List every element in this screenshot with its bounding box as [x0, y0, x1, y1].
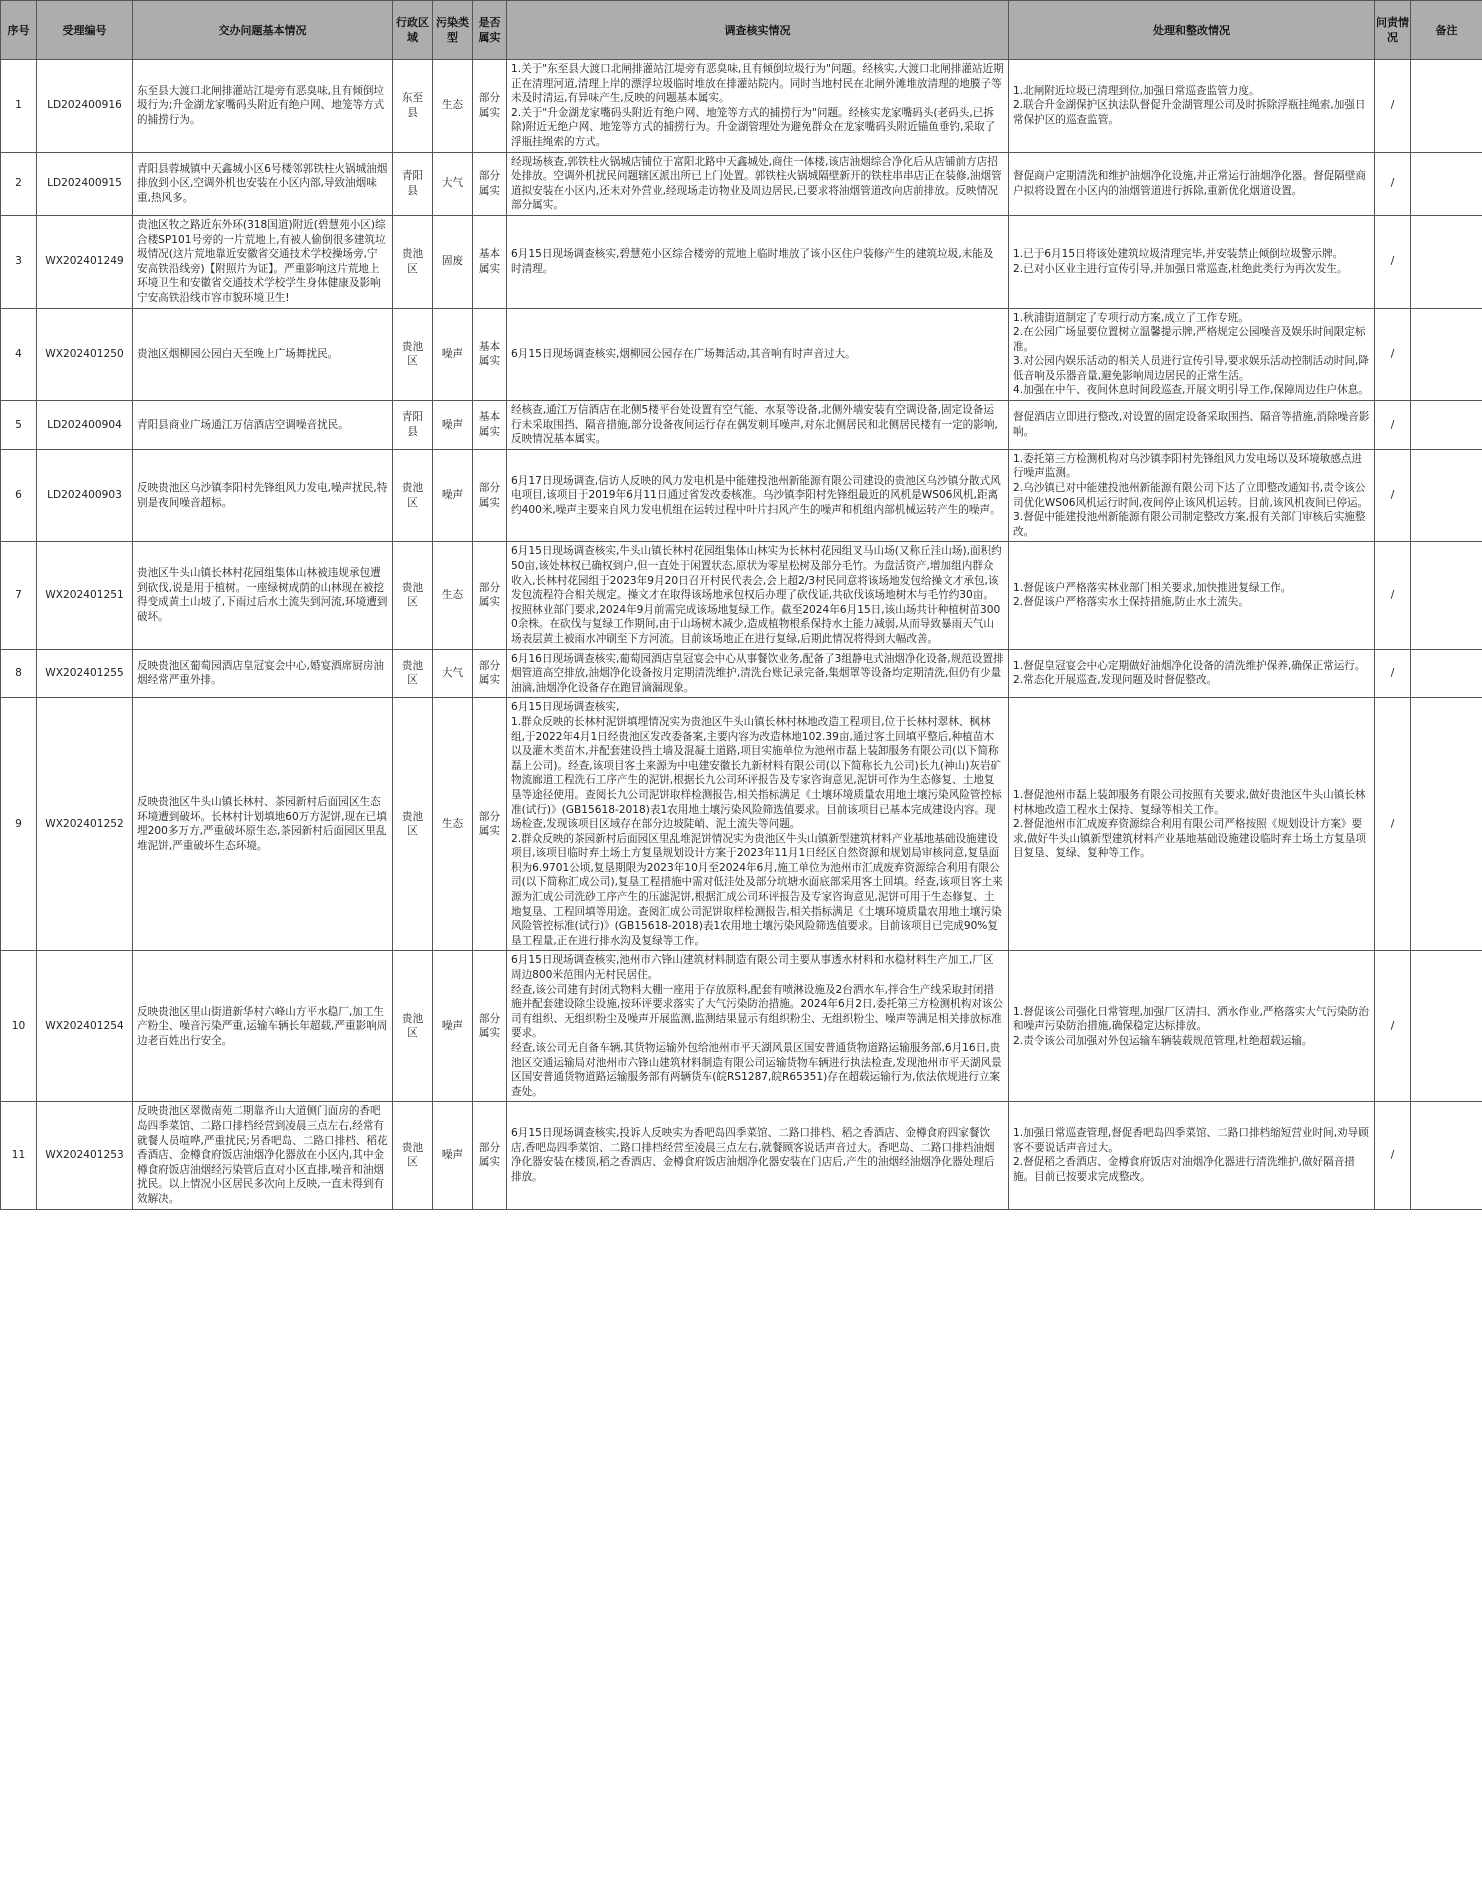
row-accountability: / [1375, 951, 1411, 1102]
row-no: 10 [1, 951, 37, 1102]
col-header-rectification: 处理和整改情况 [1009, 1, 1375, 60]
row-no: 3 [1, 215, 37, 308]
row-accountability: / [1375, 542, 1411, 649]
row-remark [1411, 449, 1482, 542]
row-id: WX202401251 [37, 542, 133, 649]
row-pollution-type: 噪声 [433, 951, 473, 1102]
row-remark [1411, 308, 1482, 401]
row-problem: 贵池区牛头山镇长林村花园组集体山林被违规承包遭到砍伐,说是用于植树。一座绿树成荫的山林现在被挖得变成黄土山坡了,下雨过后水土流失到河流,环境遭到破坏。 [133, 542, 393, 649]
row-problem: 东至县大渡口北闸排灌站江堤旁有恶臭味,且有倾倒垃圾行为;升金湖龙家嘴码头附近有绝户网、地笼等方式的捕捞行为。 [133, 60, 393, 153]
row-problem: 反映贵池区里山街道新华村六峰山方平水稳厂,加工生产粉尘、噪音污染严重,运输车辆长年超载,严重影响周边老百姓出行安全。 [133, 951, 393, 1102]
row-no: 4 [1, 308, 37, 401]
col-header-no: 序号 [1, 1, 37, 60]
row-rectification: 1.督促该户严格落实林业部门相关要求,加快推进复绿工作。 2.督促该户严格落实水土保持措施,防止水土流失。 [1009, 542, 1375, 649]
row-accountability: / [1375, 152, 1411, 215]
table-row [1, 951, 1482, 1102]
row-remark [1411, 649, 1482, 698]
row-no: 5 [1, 401, 37, 450]
row-no: 2 [1, 152, 37, 215]
row-accountability: / [1375, 60, 1411, 153]
row-region: 贵池区 [393, 649, 433, 698]
row-investigation: 1.关于"东至县大渡口北闸排灌站江堤旁有恶臭味,且有倾倒垃圾行为"问题。经核实,大渡口北闸排灌站近期正在清理河道,清理上岸的漂浮垃圾临时堆放在排灌站院内。同时当地村民在北闸外滩堆放清理的地膜子等未及时清运,有异味产生,反映的问题基本属实。 2.关于"升金湖龙家嘴码头附近有绝户网、地笼等方式的捕捞行为"问题。经核实龙家嘴码头(老码头,已拆除)附近无绝户网、地笼等方式的捕捞行为。升金湖管理处为避免群众在龙家嘴码头附近锚鱼垂钓,采取了浮瓶挂绳索的方式。 [507, 60, 1009, 153]
row-verified: 基本属实 [473, 308, 507, 401]
row-region: 贵池区 [393, 951, 433, 1102]
row-region: 贵池区 [393, 449, 433, 542]
row-no: 6 [1, 449, 37, 542]
row-region: 贵池区 [393, 215, 433, 308]
row-verified: 部分属实 [473, 542, 507, 649]
row-pollution-type: 生态 [433, 542, 473, 649]
row-remark [1411, 152, 1482, 215]
row-id: LD202400915 [37, 152, 133, 215]
row-no: 7 [1, 542, 37, 649]
row-accountability: / [1375, 215, 1411, 308]
row-investigation: 6月17日现场调查,信访人反映的风力发电机是中能建投池州新能源有限公司建设的贵池区乌沙镇分散式风电项目,该项目于2019年6月11日通过省发改委核准。乌沙镇李阳村先锋组最近的风机是WS06风机,距离约400米,噪声主要来自风力发电机组在运转过程中叶片扫风产生的噪声和机组内部机械运转产生的噪声。 [507, 449, 1009, 542]
row-id: WX202401255 [37, 649, 133, 698]
row-id: WX202401254 [37, 951, 133, 1102]
table-row [1, 542, 1482, 649]
row-no: 9 [1, 698, 37, 951]
table-row [1, 649, 1482, 698]
row-investigation: 经核查,通江万信酒店在北侧5楼平台处设置有空气能、水泵等设备,北侧外墙安装有空调设备,固定设备运行未采取围挡、隔音措施,部分设备夜间运行存在偶发刺耳噪声,对东北侧居民和北侧居民楼有一定的影响,反映情况基本属实。 [507, 401, 1009, 450]
table-header-row [1, 1, 1482, 60]
row-investigation: 6月15日现场调查核实,牛头山镇长林村花园组集体山林实为长林村花园组叉马山场(又称丘洼山场),面积约50亩,该处林权已确权到户,但一直处于闲置状态,原状为零星松树及部分毛竹。为盘活资产,增加组内群众收入,长林村花园组于2023年9月20日召开村民代表会,会上超2/3村民同意将该场地发包给操文才承包,该发包流程符合相关规定。操文才在取得该场地承包权后办理了砍伐证,共砍伐该场地树木与毛竹约30亩。按照林业部门要求,2024年9月前需完成该场地复绿工作。截至2024年6月15日,该山场共计种植树苗3000余株。在砍伐与复绿工作期间,由于山场树木减少,造成植物根系保持水土能力减弱,从而导致暴雨天气山场表层黄土被雨水冲刷至下方河流。目前该场地正在进行复绿,后期此情况将得到大幅改善。 [507, 542, 1009, 649]
row-pollution-type: 噪声 [433, 308, 473, 401]
row-accountability: / [1375, 401, 1411, 450]
row-id: WX202401249 [37, 215, 133, 308]
row-problem: 反映贵池区翠微南苑二期靠齐山大道侧门面房的香吧岛四季菜馆、二路口排档经营到凌晨三点左右,经常有就餐人员喧哗,严重扰民;另香吧岛、二路口排档、稻花香酒店、金樽食府饭店油烟净化器放在小区内,其中金樽食府饭店油烟经污染管后直对小区直排,噪音和油烟扰民。以上情况小区居民多次向上反映,一直未得到有效解决。 [133, 1102, 393, 1209]
row-remark [1411, 542, 1482, 649]
row-rectification: 1.北闸附近垃圾已清理到位,加强日常巡查监管力度。 2.联合升金湖保护区执法队督促升金湖管理公司及时拆除浮瓶挂绳索,加强日常保护区的巡查监管。 [1009, 60, 1375, 153]
row-rectification: 督促商户定期清洗和维护油烟净化设施,并正常运行油烟净化器。督促隔壁商户拟将设置在小区内的油烟管道进行拆除,重新优化烟道设置。 [1009, 152, 1375, 215]
col-header-problem: 交办问题基本情况 [133, 1, 393, 60]
col-header-pollution-type: 污染类型 [433, 1, 473, 60]
table-row [1, 1102, 1482, 1209]
row-problem: 反映贵池区葡萄园酒店皇冠宴会中心,婚宴酒席厨房油烟经常严重外排。 [133, 649, 393, 698]
row-verified: 部分属实 [473, 698, 507, 951]
col-header-id: 受理编号 [37, 1, 133, 60]
row-investigation: 6月16日现场调查核实,葡萄园酒店皇冠宴会中心从事餐饮业务,配备了3组静电式油烟净化设备,规范设置排烟管道高空排放,油烟净化设备按月定期清洗维护,清洗台账记录完备,集烟罩等设备均定期清洗,但仍有少量油滴,油烟净化设备存在跑冒滴漏现象。 [507, 649, 1009, 698]
row-investigation: 6月15日现场调查核实,烟柳园公园存在广场舞活动,其音响有时声音过大。 [507, 308, 1009, 401]
row-region: 东至县 [393, 60, 433, 153]
row-remark [1411, 60, 1482, 153]
row-accountability: / [1375, 698, 1411, 951]
row-rectification: 1.督促池州市磊上装卸服务有限公司按照有关要求,做好贵池区牛头山镇长林村林地改造工程水土保持、复绿等相关工作。 2.督促池州市汇成废弃资源综合利用有限公司严格按照《规划设计方案》要求,做好牛头山镇新型建筑材料产业基地基础设施建设临时弃土场土方复垦项目复垦、复绿、复种等工作。 [1009, 698, 1375, 951]
row-pollution-type: 固废 [433, 215, 473, 308]
table-row [1, 308, 1482, 401]
row-remark [1411, 401, 1482, 450]
col-header-region: 行政区域 [393, 1, 433, 60]
row-no: 11 [1, 1102, 37, 1209]
row-pollution-type: 生态 [433, 698, 473, 951]
row-rectification: 1.秋浦街道制定了专项行动方案,成立了工作专班。 2.在公园广场显要位置树立温馨提示牌,严格规定公园噪音及娱乐时间限定标准。 3.对公园内娱乐活动的相关人员进行宣传引导,要求娱乐活动控制活动时间,降低音响及乐器音量,避免影响周边居民的正常生活。 4.加强在中午、夜间休息时间段巡查,开展文明引导工作,保障周边住户休息。 [1009, 308, 1375, 401]
table-row [1, 60, 1482, 153]
row-verified: 部分属实 [473, 649, 507, 698]
row-investigation: 6月15日现场调查核实,投诉人反映实为香吧岛四季菜馆、二路口排档、稻之香酒店、金樽食府四家餐饮店,香吧岛四季菜馆、二路口排档经营至凌晨三点左右,就餐顾客说话声音过大。香吧岛、二路口排档油烟净化器安装在楼顶,稻之香酒店、金樽食府饭店油烟净化器安装在门店后,产生的油烟经油烟净化器处理后排放。 [507, 1102, 1009, 1209]
row-investigation: 6月15日现场调查核实,池州市六锋山建筑材料制造有限公司主要从事透水材料和水稳材料生产加工,厂区周边800米范围内无村民居住。 经查,该公司建有封闭式物料大棚一座用于存放原料,配套有喷淋设施及2台洒水车,拌合生产线采取封闭措施并配套建设除尘设施,按环评要求落实了大气污染防治措施。2024年6月2日,委托第三方检测机构对该公司有组织、无组织粉尘及噪声开展监测,监测结果显示有组织粉尘、无组织粉尘、噪声等满足相关排放标准要求。 经查,该公司无自备车辆,其货物运输外包给池州市平天湖风景区国安普通货物道路运输服务部,6月16日,贵池区交通运输局对池州市六锋山建筑材料制造有限公司运输货物车辆进行执法检查,发现池州市平天湖风景区国安普通货物道路运输服务部有两辆货车(皖RS1287,皖R65351)存在超载运输行为,依法依规进行立案查处。 [507, 951, 1009, 1102]
row-region: 贵池区 [393, 542, 433, 649]
row-verified: 基本属实 [473, 401, 507, 450]
col-header-remark: 备注 [1411, 1, 1482, 60]
col-header-accountability: 问责情况 [1375, 1, 1411, 60]
row-region: 青阳县 [393, 401, 433, 450]
row-verified: 部分属实 [473, 951, 507, 1102]
row-region: 贵池区 [393, 1102, 433, 1209]
row-problem: 青阳县蓉城镇中天鑫城小区6号楼邻郭铁柱火锅城油烟排放到小区,空调外机也安装在小区内部,导致油烟味重,热风多。 [133, 152, 393, 215]
table-row [1, 449, 1482, 542]
row-pollution-type: 噪声 [433, 401, 473, 450]
row-pollution-type: 噪声 [433, 449, 473, 542]
row-investigation: 6月15日现场调查核实, 1.群众反映的长林村泥饼填埋情况实为贵池区牛头山镇长林村林地改造工程项目,位于长林村翠林、枫林组,于2022年4月1日经贵池区发改委备案,主要内容为改造林地102.39亩,通过客土回填平整后,种植苗木以及灌木类苗木,并配套建设挡土墙及混凝土道路,项目实施单位为池州市磊上装卸服务有限公司(以下简称磊上公司)。经查,该项目客土来源为中电建安徽长九新材料有限公司(以下简称长九公司)长九(神山)灰岩矿物流廊道工程洗石工序产生的泥饼,根据长九公司环评报告及专家咨询意见,泥饼可作为生态修复、土地复垦等途径使用。查阅长九公司泥饼取样检测报告,相关指标满足《土壤环境质量农用地土壤污染风险管控标准(试行)》(GB15618-2018)表1农用地土壤污染风险筛选值要求。目前该项目已基本完成建设内容。现场检查,发现该项目区域存在部分边坡陡峭、泥土流失等问题。 2.群众反映的茶园新村后面园区里乱堆泥饼情况实为贵池区牛头山镇新型建筑材料产业基地基础设施建设项目,该项目临时弃土场土方复垦规划设计方案于2023年11月1日经区自然资源和规划局审核同意,复垦面积为6.9701公顷,复垦期限为2023年10月至2024年6月,施工单位为池州市汇成废弃资源综合利用有限公司(以下简称汇成公司),复垦工程措施中需对低洼处及部分坑塘水面底部采用客土回填。经查,该项目客土来源为汇成公司洗砂工序产生的压滤泥饼,根据汇成公司环评报告及专家咨询意见,泥饼可用于生态修复、土地复垦、工程回填等用途。查阅汇成公司泥饼取样检测报告,相关指标满足《土壤环境质量农用地土壤污染风险管控标准(试行)》(GB15618-2018)表1农用地土壤污染风险筛选值要求。目前该项目已完成90%复垦工程量,正在进行排水沟及复绿等工作。 [507, 698, 1009, 951]
col-header-verified: 是否属实 [473, 1, 507, 60]
row-problem: 青阳县商业广场通江万信酒店空调噪音扰民。 [133, 401, 393, 450]
row-verified: 部分属实 [473, 449, 507, 542]
row-rectification: 1.督促皇冠宴会中心定期做好油烟净化设备的清洗维护保养,确保正常运行。 2.常态化开展巡查,发现问题及时督促整改。 [1009, 649, 1375, 698]
row-investigation: 经现场核查,郭铁柱火锅城店铺位于富阳北路中天鑫城处,商住一体楼,该店油烟综合净化后从店铺前方店招处排放。空调外机扰民问题辖区派出所已上门处置。郭铁柱火锅城隔壁新开的铁柱串串店正在装修,油烟管道拟安装在小区内,还未对外营业,经现场走访物业及周边居民,已要求将油烟管道改向店前排放。反映情况部分属实。 [507, 152, 1009, 215]
row-problem: 贵池区烟柳园公园白天至晚上广场舞扰民。 [133, 308, 393, 401]
row-no: 1 [1, 60, 37, 153]
row-id: WX202401253 [37, 1102, 133, 1209]
row-region: 青阳县 [393, 152, 433, 215]
row-problem: 贵池区牧之路近东外环(318国道)附近(碧慧苑小区)综合楼SP101号旁的一片荒地上,有被人偷倒很多建筑垃圾情况(这片荒地靠近安徽省交通技术学校操场旁,宁安高铁沿线旁)【附照片为证】。严重影响这片荒地上环境卫生和安徽省交通技术学校学生身体健康及影响宁安高铁沿线市容市貌环境卫生! [133, 215, 393, 308]
row-verified: 部分属实 [473, 152, 507, 215]
row-accountability: / [1375, 449, 1411, 542]
row-pollution-type: 噪声 [433, 1102, 473, 1209]
row-problem: 反映贵池区乌沙镇李阳村先锋组风力发电,噪声扰民,特别是夜间噪音超标。 [133, 449, 393, 542]
row-region: 贵池区 [393, 698, 433, 951]
row-pollution-type: 大气 [433, 649, 473, 698]
row-id: LD202400904 [37, 401, 133, 450]
row-region: 贵池区 [393, 308, 433, 401]
row-investigation: 6月15日现场调查核实,碧慧苑小区综合楼旁的荒地上临时堆放了该小区住户装修产生的建筑垃圾,未能及时清理。 [507, 215, 1009, 308]
row-no: 8 [1, 649, 37, 698]
row-accountability: / [1375, 1102, 1411, 1209]
row-rectification: 督促酒店立即进行整改,对设置的固定设备采取围挡、隔音等措施,消除噪音影响。 [1009, 401, 1375, 450]
table-row [1, 152, 1482, 215]
row-verified: 基本属实 [473, 215, 507, 308]
table-row [1, 215, 1482, 308]
row-id: WX202401252 [37, 698, 133, 951]
row-accountability: / [1375, 308, 1411, 401]
row-remark [1411, 1102, 1482, 1209]
row-accountability: / [1375, 649, 1411, 698]
row-rectification: 1.加强日常巡查管理,督促香吧岛四季菜馆、二路口排档缩短营业时间,劝导顾客不要说话声音过大。 2.督促稻之香酒店、金樽食府饭店对油烟净化器进行清洗维护,做好隔音措施。目前已按要求完成整改。 [1009, 1102, 1375, 1209]
row-verified: 部分属实 [473, 60, 507, 153]
row-rectification: 1.委托第三方检测机构对乌沙镇李阳村先锋组风力发电场以及环境敏感点进行噪声监测。 2.乌沙镇已对中能建投池州新能源有限公司下达了立即整改通知书,责令该公司优化WS06风机运行时间,夜间停止该风机运转。目前,该风机夜间已停运。 3.督促中能建投池州新能源有限公司制定整改方案,报有关部门审核后实施整改。 [1009, 449, 1375, 542]
row-remark [1411, 951, 1482, 1102]
row-rectification: 1.督促该公司强化日常管理,加强厂区清扫、洒水作业,严格落实大气污染防治和噪声污染防治措施,确保稳定达标排放。 2.责令该公司加强对外包运输车辆装载规范管理,杜绝超载运输。 [1009, 951, 1375, 1102]
row-id: LD202400916 [37, 60, 133, 153]
row-rectification: 1.已于6月15日将该处建筑垃圾清理完毕,并安装禁止倾倒垃圾警示牌。 2.已对小区业主进行宣传引导,并加强日常巡查,杜绝此类行为再次发生。 [1009, 215, 1375, 308]
row-pollution-type: 生态 [433, 60, 473, 153]
row-pollution-type: 大气 [433, 152, 473, 215]
row-remark [1411, 215, 1482, 308]
row-id: LD202400903 [37, 449, 133, 542]
table-row [1, 401, 1482, 450]
row-remark [1411, 698, 1482, 951]
row-verified: 部分属实 [473, 1102, 507, 1209]
row-id: WX202401250 [37, 308, 133, 401]
table-row [1, 698, 1482, 951]
col-header-investigation: 调查核实情况 [507, 1, 1009, 60]
row-problem: 反映贵池区牛头山镇长林村、茶园新村后面园区生态环境遭到破坏。长林村计划填地60万方泥饼,现在已填埋200多万方,严重破坏原生态,茶园新村后面园区里乱堆泥饼,严重破坏生态环境。 [133, 698, 393, 951]
